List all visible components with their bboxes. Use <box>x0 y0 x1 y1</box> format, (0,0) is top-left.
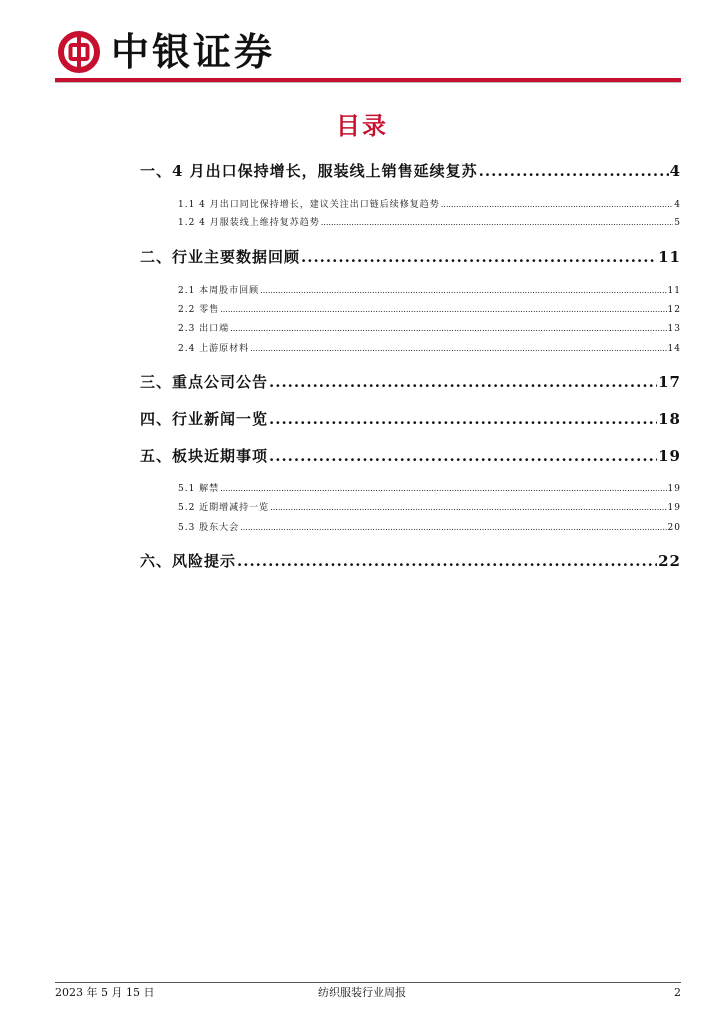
toc-entry-section-1[interactable] <box>140 160 681 182</box>
toc-entry-label: 2.1 本周股市回顾 <box>178 286 260 296</box>
dot-leader <box>269 445 657 467</box>
toc-entry-label: 5.1 解禁 <box>178 484 220 494</box>
toc-entry-1-1[interactable] <box>178 198 681 212</box>
toc-entry-2-1[interactable] <box>178 284 681 298</box>
dot-leader <box>301 246 657 268</box>
toc-entry-section-5[interactable] <box>140 445 681 467</box>
toc-entry-label: 五、板块近期事项 <box>140 447 269 465</box>
footer-report-name: 纺织服装行业周报 <box>318 986 406 999</box>
dot-leader <box>269 371 657 393</box>
toc-entry-label: 1.2 4 月服装线上维持复苏趋势 <box>178 218 320 228</box>
dot-leader <box>250 342 666 356</box>
dot-leader <box>270 501 666 515</box>
toc-entry-section-2[interactable] <box>140 246 681 268</box>
toc-entry-page: 17 <box>658 373 681 391</box>
toc-entry-label: 2.3 出口端 <box>178 324 230 334</box>
toc-entry-label: 二、行业主要数据回顾 <box>140 248 301 266</box>
dot-leader <box>237 550 657 572</box>
toc-entry-page: 19 <box>667 484 681 494</box>
dot-leader <box>269 408 657 430</box>
dot-leader <box>260 284 666 298</box>
toc-entry-2-4[interactable] <box>178 342 681 356</box>
toc-entry-section-4[interactable] <box>140 408 681 430</box>
dot-leader <box>479 160 669 182</box>
footer-page-number: 2 <box>674 986 681 999</box>
dot-leader <box>441 198 674 212</box>
toc-entry-label: 六、风险提示 <box>140 552 237 570</box>
toc-entry-page: 18 <box>658 410 681 428</box>
toc-entry-page: 11 <box>667 286 681 296</box>
toc-entry-5-2[interactable] <box>178 501 681 515</box>
toc-title: 目录 <box>336 112 388 140</box>
toc-entry-page: 11 <box>658 248 681 266</box>
dot-leader <box>220 303 666 317</box>
toc-entry-page: 13 <box>667 324 681 334</box>
dot-leader <box>230 322 666 336</box>
toc-entry-page: 4 <box>674 200 681 210</box>
toc-entry-page: 4 <box>669 162 681 180</box>
bank-of-china-logo-icon <box>57 30 101 74</box>
header-subdivider <box>55 82 681 83</box>
dot-leader <box>220 482 666 496</box>
toc-entry-1-2[interactable] <box>178 216 681 230</box>
toc-entry-label: 5.2 近期增减持一览 <box>178 503 270 513</box>
toc-entry-page: 22 <box>658 552 681 570</box>
toc-entry-label: 2.4 上游原材料 <box>178 344 250 354</box>
dot-leader <box>321 216 674 230</box>
footer-date: 2023 年 5 月 15 日 <box>55 986 155 999</box>
toc-entry-5-3[interactable] <box>178 521 681 535</box>
brand-name: 中银证券 <box>111 30 276 74</box>
toc-entry-page: 19 <box>658 447 681 465</box>
toc-entry-label: 1.1 4 月出口同比保持增长，建议关注出口链后续修复趋势 <box>178 200 440 210</box>
toc-entry-label: 5.3 股东大会 <box>178 523 240 533</box>
toc-entry-label: 四、行业新闻一览 <box>140 410 269 428</box>
toc-entry-page: 12 <box>667 305 681 315</box>
toc-entry-label: 一、4 月出口保持增长，服装线上销售延续复苏 <box>140 162 478 180</box>
toc-entry-label: 2.2 零售 <box>178 305 220 315</box>
dot-leader <box>240 521 666 535</box>
report-header <box>55 28 681 84</box>
toc-entry-page: 5 <box>674 218 681 228</box>
toc-entry-page: 20 <box>667 523 681 533</box>
toc-entry-2-2[interactable] <box>178 303 681 317</box>
toc-entry-section-6[interactable] <box>140 550 681 572</box>
toc-entry-2-3[interactable] <box>178 322 681 336</box>
footer-divider <box>55 982 681 983</box>
toc-entry-5-1[interactable] <box>178 482 681 496</box>
toc-entry-page: 14 <box>667 344 681 354</box>
toc-entry-page: 19 <box>667 503 681 513</box>
toc-entry-section-3[interactable] <box>140 371 681 393</box>
toc-entry-label: 三、重点公司公告 <box>140 373 269 391</box>
